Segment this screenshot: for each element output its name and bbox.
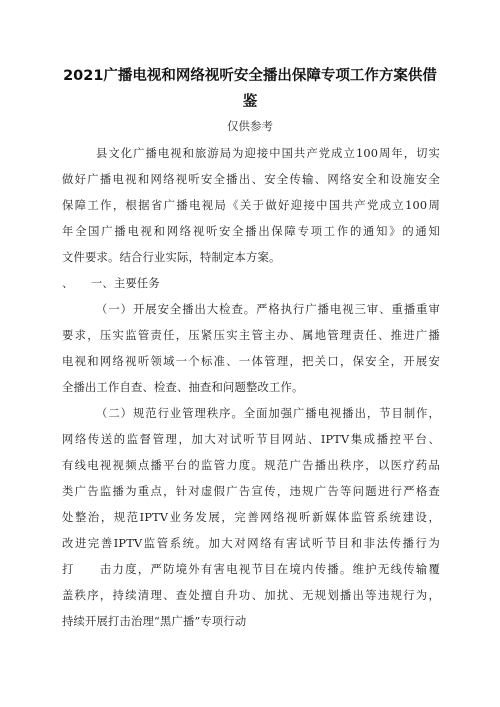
body-line: 年全国广播电视和网络视听安全播出保障专项工作的通知》的通知 [62, 225, 440, 238]
body-line: 打 击力度，严防境外有害电视节目在境内传播。维护无线传输覆 [62, 563, 440, 576]
body-line: 网络传送的监督管理，加大对试听节目网站、IPTV集成播控平台、 [62, 433, 440, 446]
body-line: （一）开展安全播出大检查。严格执行广播电视三审、重播重审 [96, 303, 440, 316]
body-line: 有线电视视频点播平台的监管力度。规范广告播出秩序，以医疗药品 [62, 459, 440, 472]
body-line: 处整治，规范IPTV业务发展，完善网络视听新媒体监管系统建设， [62, 511, 440, 524]
section-heading: 、 一、主要任务 [62, 277, 160, 290]
body-line: 持续开展打击治理“黑广播”专项行动 [62, 615, 247, 628]
body-line: 县文化广播电视和旅游局为迎接中国共产党成立100周年，切实 [96, 147, 440, 160]
document-subtitle: 仅供参考 [227, 119, 273, 133]
body-line: 要求，压实监管责任，压紧压实主管主办、属地管理责任、推进广播 [62, 329, 440, 342]
body-line: 盖秩序，持续清理、查处擅自升功、加扰、无规划播出等违规行为， [62, 589, 440, 602]
document-title-line-1: 2021广播电视和网络视听安全播出保障专项工作方案供借 [63, 68, 437, 84]
body-line: 全播出工作自查、检查、抽查和问题整改工作。 [62, 381, 304, 394]
body-line: 类广告监播为重点，针对虚假广告宣传，违规广告等问题进行严格查 [62, 485, 440, 498]
body-line: 改进完善IPTV监管系统。加大对网络有害试听节目和非法传播行为 [62, 537, 440, 550]
document-title-line-2: 鉴 [242, 94, 258, 110]
body-line: 文件要求。结合行业实际，特制定本方案。 [62, 251, 281, 264]
body-line: （二）规范行业管理秩序。全面加强广播电视播出，节目制作， [96, 407, 440, 420]
body-line: 做好广播电视和网络视听安全播出、安全传输、网络安全和设施安全 [62, 173, 440, 186]
body-line: 保障工作，根据省广播电视局《关于做好迎接中国共产党成立100周 [62, 199, 440, 212]
body-line: 电视和网络视听领域一个标准、一体管理，把关口，保安全，开展安 [62, 355, 440, 368]
